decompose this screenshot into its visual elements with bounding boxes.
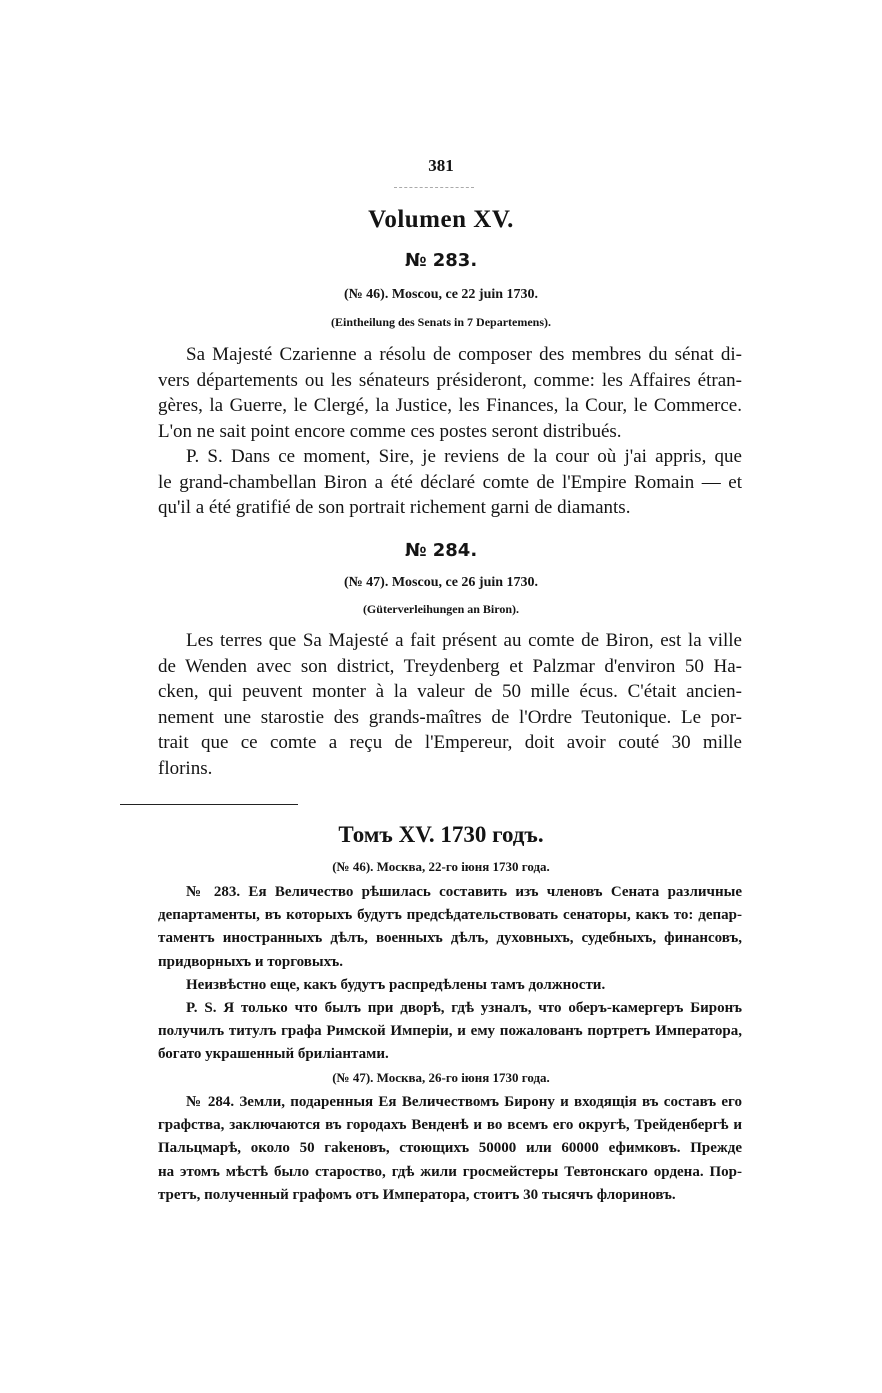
text-line: qu'il a été gratifié de son portrait richement garni de diamants. — [158, 497, 631, 518]
russian-volume-title: Томъ XV. 1730 годъ. — [338, 822, 544, 847]
ru-283-text — [158, 881, 742, 1067]
page-number: 381 — [428, 156, 454, 175]
section-divider — [120, 804, 298, 805]
doc-284-number: № 284. — [404, 540, 478, 561]
french-volume-title: Volumen XV. — [368, 206, 514, 233]
text-line: богато украшенный бриліантами. — [158, 1046, 389, 1063]
doc-284-dateline: (№ 47). Moscou, ce 26 juin 1730. — [343, 575, 539, 590]
page-number-rule — [394, 187, 474, 188]
text-line: Неизвѣстно еще, какъ будутъ распредѣлены тамъ должности. — [186, 976, 606, 993]
doc-283-text — [158, 342, 742, 521]
doc-284-text — [158, 628, 742, 781]
text-line: Les terres que Sa Majesté a fait présent au comte de Biron, est la ville — [186, 630, 742, 651]
text-line: на этомъ мѣстѣ было староство, гдѣ жили гросмейстеры Тевтонскаго ордена. Пор- — [158, 1163, 742, 1180]
doc-283-subtitle: (Eintheilung des Senats in 7 Departemens). — [330, 315, 551, 329]
doc-284-subtitle: (Güterverleihungen an Biron). — [362, 602, 520, 616]
text-line: cken, qui peuvent monter à la valeur de 50 mille écus. C'était ancien- — [158, 681, 742, 702]
doc-283-number: № 283. — [404, 250, 478, 271]
text-line: графства, заключаются въ городахъ Венденѣ и во всемъ его округѣ, Трейденбергѣ и — [158, 1117, 742, 1134]
text-line: № 283. Ея Величество рѣшилась составить изъ членовъ Сената различные — [186, 884, 742, 900]
text-line: le grand-chambellan Biron a été déclaré comte de l'Empire Romain — et — [158, 471, 742, 493]
text-line: gères, la Guerre, le Clergé, la Justice, les Finances, la Cour, le Commerce. — [158, 395, 742, 416]
text-line: таментъ иностранныхъ дѣлъ, военныхъ дѣлъ, духовныхъ, судебныхъ, финансовъ, — [158, 930, 742, 947]
text-line: trait que ce comte a reçu de l'Empereur, doit avoir couté 30 mille — [158, 732, 742, 753]
text-line: florins. — [158, 757, 213, 779]
text-line: P. S. Dans ce moment, Sire, je reviens de la cour où j'ai appris, que — [186, 446, 742, 467]
ru-284-text — [158, 1091, 742, 1207]
doc-283-dateline: (№ 46). Moscou, ce 22 juin 1730. — [343, 287, 539, 302]
text-line: № 284. Земли, подаренныя Ея Величествомъ Бирону и входящія въ составъ его — [186, 1094, 742, 1110]
text-line: L'on ne sait point encore comme ces postes seront distribués. — [158, 420, 622, 442]
text-line: Sa Majesté Czarienne a résolu de composer des membres du sénat di- — [186, 344, 742, 365]
text-line: получилъ титулъ графа Римской Имперіи, и ему пожалованъ портретъ Императора, — [158, 1023, 742, 1040]
text-line: Пальцмарѣ, около 50 гаkеновъ, стоющихъ 50000 или 60000 ефимковъ. Прежде — [158, 1140, 742, 1157]
text-line: vers départements ou les sénateurs présideront, comme: les Affaires étran- — [158, 369, 742, 391]
text-line: департаменты, въ которыхъ будутъ предсѣдательствовать сенаторы, какъ то: депар- — [158, 907, 742, 924]
text-line: nement une starostie des grands-maîtres de l'Ordre Teutonique. Le por- — [158, 706, 742, 728]
ru-283-dateline: (№ 46). Москва, 22-го іюня 1730 года. — [332, 859, 550, 874]
text-line: третъ, полученный графомъ отъ Императора, стоитъ 30 тысячъ флориновъ. — [158, 1186, 676, 1203]
text-line: придворныхъ и торговыхъ. — [158, 953, 344, 970]
text-line: P. S. Я только что былъ при дворѣ, гдѣ узналъ, что оберъ-камергеръ Биронъ — [186, 999, 742, 1016]
text-line: de Wenden avec son district, Treydenberg et Palzmar d'environ 50 Ha- — [158, 655, 742, 677]
ru-284-dateline: (№ 47). Москва, 26-го іюня 1730 года. — [332, 1070, 550, 1085]
